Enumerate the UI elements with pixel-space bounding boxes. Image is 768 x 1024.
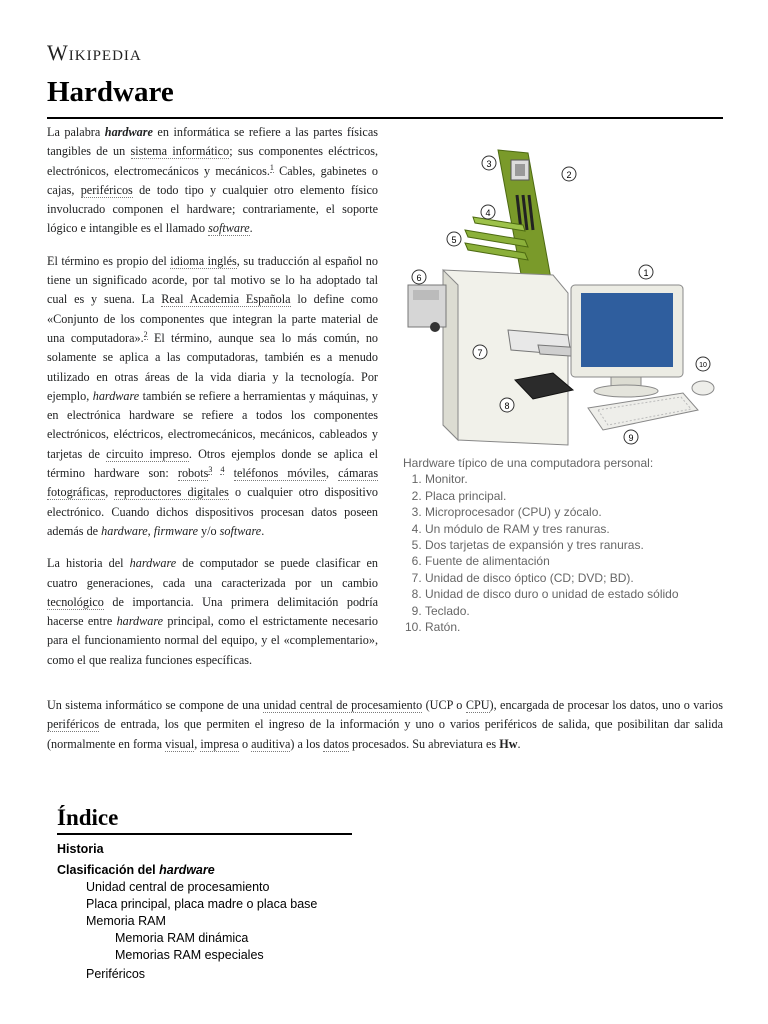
callout-label: 10 — [699, 362, 707, 369]
toc-item-clasificacion[interactable] — [57, 862, 357, 879]
text: El término es propio del — [47, 253, 171, 268]
link-cpu[interactable]: CPU — [465, 698, 490, 712]
callout-label: 7 — [477, 348, 483, 358]
text: . Otros ejemplos donde se aplica el término hardware son: — [47, 446, 378, 481]
wikipedia-wordmark[interactable]: Wikipedia — [47, 40, 142, 65]
text: de computador se puede clasificar en cuatro generaciones, cada una caracterizada por un cambio — [47, 556, 378, 590]
text: . — [249, 221, 253, 236]
caption-item: 6. Fuente de alimentación — [425, 553, 723, 569]
link-reproductores-digitales[interactable]: reproductores digitales — [114, 485, 229, 500]
caption-item: 1. Monitor. — [425, 471, 723, 487]
text: y/o — [198, 523, 220, 538]
text: de todo tipo y cualquier otro elemento físico involucrado componen el hardware; contrariamente, el soporte lógico e intangible es el llamado — [47, 182, 378, 236]
toc-item-ram-dinamica[interactable]: Memoria RAM dinámica — [115, 931, 249, 945]
text: ; sus componentes eléctricos, electrónicos, electromecánicos y mecánicos. — [47, 144, 378, 178]
caption-item: 2. Placa principal. — [425, 488, 723, 504]
caption-title: Hardware típico de una computadora personal: — [403, 456, 654, 470]
table-of-contents — [57, 805, 357, 983]
text: . — [261, 523, 265, 538]
mouse — [692, 381, 714, 395]
link-auditiva[interactable]: auditiva — [251, 736, 291, 751]
text: La historia del — [47, 556, 130, 571]
intro-paragraph-2 — [47, 252, 378, 541]
callout-label: 4 — [485, 208, 491, 218]
text: , — [105, 485, 115, 500]
abbreviation: Hw — [499, 736, 518, 751]
link-datos[interactable]: datos — [323, 736, 349, 751]
text: El término, aunque sea lo más común, no solamente se aplica a las computadoras, también es a menudo utilizado en otras áreas de la vida diaria y la tecnología. Por ejemplo, — [47, 330, 379, 403]
link-telefonos-moviles[interactable]: teléfonos móviles — [233, 466, 326, 481]
text: lo define como «Conjunto de los componentes que integran la parte material de una computadora». — [47, 292, 378, 345]
text: en informática se refiere a las partes físicas tangibles de un — [47, 125, 378, 159]
callout-label: 8 — [504, 401, 510, 411]
link-tecnologico[interactable]: tecnológico — [47, 594, 104, 609]
term-italic: hardware — [129, 556, 177, 571]
ref-4[interactable]: 4 — [220, 464, 225, 474]
callout-label: 1 — [643, 268, 649, 278]
callout-6 — [412, 270, 426, 284]
link-robots[interactable]: robots — [177, 466, 209, 481]
toc-item-historia[interactable]: Historia — [57, 842, 104, 856]
callout-label: 9 — [628, 433, 634, 443]
text: también se refiere a herramientas y máquinas, y en electrónica hardware se refiere a todos los componentes electrónicos, eléctricos, electromecánicos, mecánicos, cableados y tarjetas de — [47, 388, 378, 461]
text: de entrada, los que permiten el ingreso de la información y uno o varios periféricos de salida, que posibilitan dar salida (normalmente en forma — [47, 717, 723, 751]
intro-paragraph-1 — [47, 123, 378, 239]
text: . — [517, 736, 521, 751]
caption-item: 3. Microprocesador (CPU) y zócalo. — [425, 504, 723, 520]
text: , su traducción al español no tiene un significado acorde, por tal motivo se lo ha adoptado tal cual es y suena. La — [47, 253, 378, 307]
link-rae[interactable]: Real Academia Española — [161, 292, 291, 307]
toc-item-memoria-ram[interactable]: Memoria RAM — [86, 914, 166, 928]
link-circuito-impreso[interactable]: circuito impreso — [106, 446, 189, 461]
caption-item: 4. Un módulo de RAM y tres ranuras. — [425, 521, 723, 537]
link-software[interactable] — [208, 221, 250, 236]
text: ) a los — [290, 736, 324, 751]
text: o cualquier otro dispositivo electrónico. Cuando dichos dispositivos procesan datos poseen además de — [47, 485, 379, 538]
caption-item: 8. Unidad de disco duro o unidad de estado sólido — [425, 586, 723, 602]
callout-label: 6 — [416, 273, 422, 283]
term-bold: hardware — [104, 125, 153, 139]
ref-1[interactable]: 1 — [269, 162, 274, 172]
text: Un sistema informático se compone de una — [47, 698, 264, 712]
callout-2 — [562, 167, 576, 181]
text: ), encargada de procesar los datos, uno o varios — [489, 698, 723, 712]
psu-fan — [413, 290, 439, 300]
text: procesados. Su abreviatura es — [348, 736, 500, 751]
caption-item: 5. Dos tarjetas de expansión y tres ranuras. — [425, 537, 723, 553]
link-sistema-informatico[interactable]: sistema informático — [130, 144, 230, 159]
toc-item-ram-especiales[interactable]: Memorias RAM especiales — [115, 948, 264, 962]
intro-paragraph-3 — [47, 554, 378, 670]
callout-4 — [481, 205, 495, 219]
text: Cables, gabinetes o cajas, — [47, 163, 378, 197]
keyboard — [588, 393, 698, 430]
term-italic: hardware — [92, 388, 140, 403]
callout-7 — [473, 345, 487, 359]
power-cable — [430, 322, 440, 332]
callout-label: 5 — [451, 235, 457, 245]
caption-list — [403, 471, 723, 635]
system-paragraph — [47, 696, 723, 754]
caption-item: 7. Unidad de disco óptico (CD; DVD; BD). — [425, 570, 723, 586]
text — [224, 466, 233, 480]
toc-list — [57, 841, 357, 983]
callout-label: 3 — [486, 159, 492, 169]
term-italic: hardware — [101, 523, 148, 538]
link-ucp[interactable]: unidad central de procesamiento — [263, 698, 423, 712]
text: de importancia. Una primera delimitación podría hacerse entre — [47, 594, 378, 629]
link-perifericos[interactable]: periféricos — [47, 717, 100, 732]
toc-item-placa[interactable]: Placa principal, placa madre o placa base — [86, 897, 318, 911]
cpu-chip — [515, 164, 525, 176]
link-visual[interactable]: visual — [165, 736, 195, 751]
term-italic: hardware — [116, 614, 164, 629]
link-impresa[interactable]: impresa — [200, 736, 239, 751]
term-italic: firmware — [153, 523, 198, 538]
figure-caption — [403, 455, 723, 635]
text: (UCP o — [422, 698, 466, 712]
link-idioma-ingles[interactable]: idioma inglés — [170, 253, 237, 268]
term-italic: software — [219, 523, 262, 538]
callout-1 — [639, 265, 653, 279]
callout-10 — [696, 357, 710, 371]
toc-item-perifericos[interactable]: Periféricos — [86, 967, 146, 981]
callout-label: 2 — [566, 170, 572, 180]
callout-9 — [624, 430, 638, 444]
toc-item-text[interactable]: hardware — [159, 863, 215, 877]
text: , — [325, 466, 339, 481]
text: La palabra — [47, 125, 105, 139]
ref-2[interactable]: 2 — [143, 329, 148, 339]
toc-title: Índice — [57, 805, 352, 835]
callout-8 — [500, 398, 514, 412]
pc-hardware-illustration[interactable] — [403, 145, 723, 450]
caption-item: 9. Teclado. — [425, 603, 723, 619]
callout-5 — [447, 232, 461, 246]
text: principal, como el estrictamente necesario para el funcionamiento normal del equipo, y el «complementario», como el que realiza funciones específicas. — [47, 614, 379, 667]
intro-column — [47, 123, 378, 683]
computer-case — [443, 270, 568, 445]
toc-item-text[interactable]: Clasificación del — [57, 863, 160, 877]
text: o — [238, 736, 252, 751]
callout-3 — [482, 156, 496, 170]
title-divider — [47, 117, 723, 119]
caption-item: 10. Ratón. — [425, 619, 723, 635]
ref-3[interactable]: 3 — [208, 464, 213, 474]
link-camaras-fotograficas[interactable]: cámaras fotográficas — [47, 466, 379, 500]
link-perifericos[interactable]: periféricos — [80, 182, 133, 197]
link-text[interactable]: software — [208, 221, 250, 236]
monitor-base — [594, 385, 658, 397]
monitor-screen — [581, 293, 673, 367]
page-title: Hardware — [47, 76, 174, 108]
text: , — [147, 523, 154, 538]
text: , — [194, 736, 201, 751]
toc-item-ucp[interactable]: Unidad central de procesamiento — [86, 880, 270, 894]
